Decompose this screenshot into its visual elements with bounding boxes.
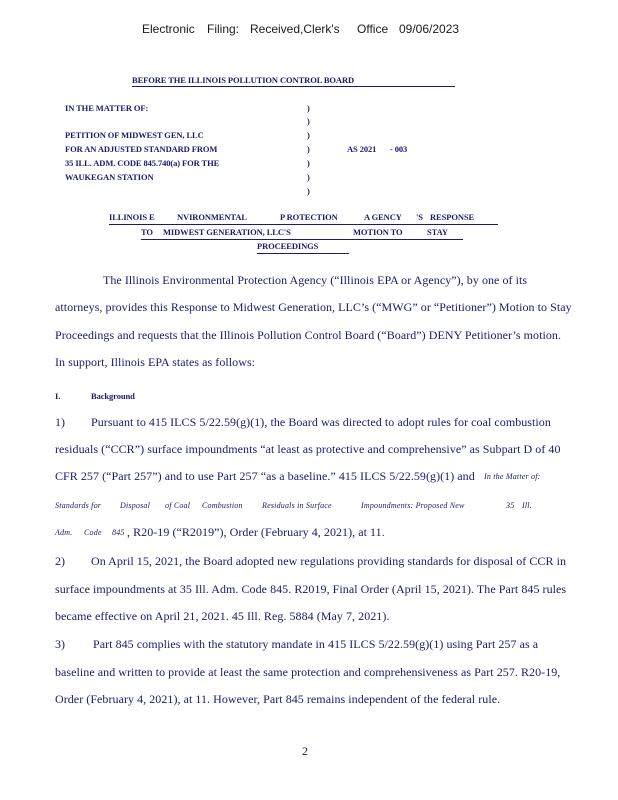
case-name-italic: 845 [112, 528, 125, 537]
court-header: BEFORE THE ILLINOIS POLLUTION CONTROL BOARD [132, 75, 455, 87]
caption-paren: ) [307, 186, 310, 196]
case-name-italic: Adm. [55, 528, 73, 537]
title-rule [257, 253, 349, 254]
title-word: P ROTECTION [280, 212, 338, 222]
caption-paren: ) [307, 103, 310, 113]
section-number: I. [55, 391, 61, 401]
paragraph-line: surface impoundments at 35 Ill. Adm. Code 845. R2019, Final Order (April 15, 2021). The Part 845 rules [55, 582, 567, 596]
paragraph-line: Pursuant to 415 ILCS 5/22.59(g)(1), the Board was directed to adopt rules for coal combustion [91, 415, 551, 429]
paragraph-line: became effective on April 21, 2021. 45 Ill. Reg. 5884 (May 7, 2021). [55, 609, 390, 623]
paragraph-line: residuals (“CCR”) surface impoundments “at least as protective and comprehensive” as Subpart D of 40 [55, 442, 561, 456]
title-word: A GENCY [364, 212, 402, 222]
stamp-date: 09/06/2023 [399, 22, 460, 36]
title-word: 'S [416, 212, 423, 222]
stamp-received: Received,Clerk's [250, 22, 340, 36]
caption-line: FOR AN ADJUSTED STANDARD FROM [65, 144, 218, 154]
caption-paren: ) [307, 172, 310, 182]
caption-line: PETITION OF MIDWEST GEN, LLC [65, 130, 204, 140]
case-name-italic: Disposal [120, 501, 151, 510]
case-name-italic: Combustion [202, 501, 243, 510]
case-name-italic: Residuals in Surface [262, 501, 332, 510]
paragraph-number: 1) [55, 415, 66, 429]
paragraph-number: 3) [55, 637, 66, 651]
case-name-italic: Code [84, 528, 102, 537]
title-word: NVIRONMENTAL [177, 212, 247, 222]
paragraph-line: , R20-19 (“R2019”), Order (February 4, 2021), at 11. [127, 525, 385, 539]
intro-line: In support, Illinois EPA states as follows: [55, 355, 256, 369]
stamp-filing: Filing: [207, 22, 240, 36]
case-name-italic: In the Matter of: [484, 472, 541, 481]
caption-paren: ) [307, 130, 310, 140]
paragraph-line: CFR 257 (“Part 257”) and to use Part 257 “as a baseline.” 415 ILCS 5/22.59(g)(1) and [55, 469, 475, 483]
caption-line: 35 ILL. ADM. CODE 845.740(a) FOR THE [65, 158, 220, 168]
case-name-italic: 35 [506, 501, 515, 510]
case-name-italic: Standards for [55, 501, 102, 510]
case-name-italic: Ill. [522, 501, 532, 510]
case-name-italic: of Coal [165, 501, 191, 510]
intro-line: attorneys, provides this Response to Midwest Generation, LLC’s (“MWG” or “Petitioner”) Motion to Stay [55, 300, 572, 314]
intro-line: The Illinois Environmental Protection Agency (“Illinois EPA or Agency”), by one of its [103, 273, 528, 287]
caption-paren: ) [307, 158, 310, 168]
caption-paren: ) [307, 144, 310, 154]
stamp-electronic: Electronic [142, 22, 195, 36]
section-title: Background [91, 391, 135, 401]
stamp-office: Office [357, 22, 389, 36]
page-number: 2 [302, 744, 309, 758]
paragraph-line: On April 15, 2021, the Board adopted new regulations providing standards for disposal of CCR in [91, 554, 567, 568]
caption-paren: ) [307, 116, 310, 126]
case-number-suffix: - 003 [390, 144, 408, 154]
title-rule [109, 224, 498, 225]
caption-line: IN THE MATTER OF: [65, 103, 149, 113]
title-word: RESPONSE [430, 212, 475, 222]
title-word: STAY [427, 227, 448, 237]
paragraph-number: 2) [55, 554, 66, 568]
title-word: ILLINOIS E [109, 212, 155, 222]
title-word: MOTION TO [353, 227, 403, 237]
title-word: MIDWEST GENERATION, LLC'S [163, 227, 291, 237]
case-name-italic: Impoundments: Proposed New [361, 501, 465, 510]
caption-line: WAUKEGAN STATION [65, 172, 154, 182]
title-rule [141, 239, 463, 240]
paragraph-line: Order (February 4, 2021), at 11. However, Part 845 remains independent of the federal rule. [55, 692, 501, 706]
case-number-prefix: AS 2021 [347, 144, 377, 154]
paragraph-line: Part 845 complies with the statutory mandate in 415 ILCS 5/22.59(g)(1) using Part 257 as a [93, 637, 539, 651]
title-word: PROCEEDINGS [257, 241, 319, 251]
intro-line: Proceedings and requests that the Illinois Pollution Control Board (“Board”) DENY Petitioner’s motion. [55, 328, 562, 342]
title-word: TO [141, 227, 153, 237]
paragraph-line: baseline and written to provide at least the same protection and comprehensiveness as Part 257. R20-19, [55, 665, 561, 679]
